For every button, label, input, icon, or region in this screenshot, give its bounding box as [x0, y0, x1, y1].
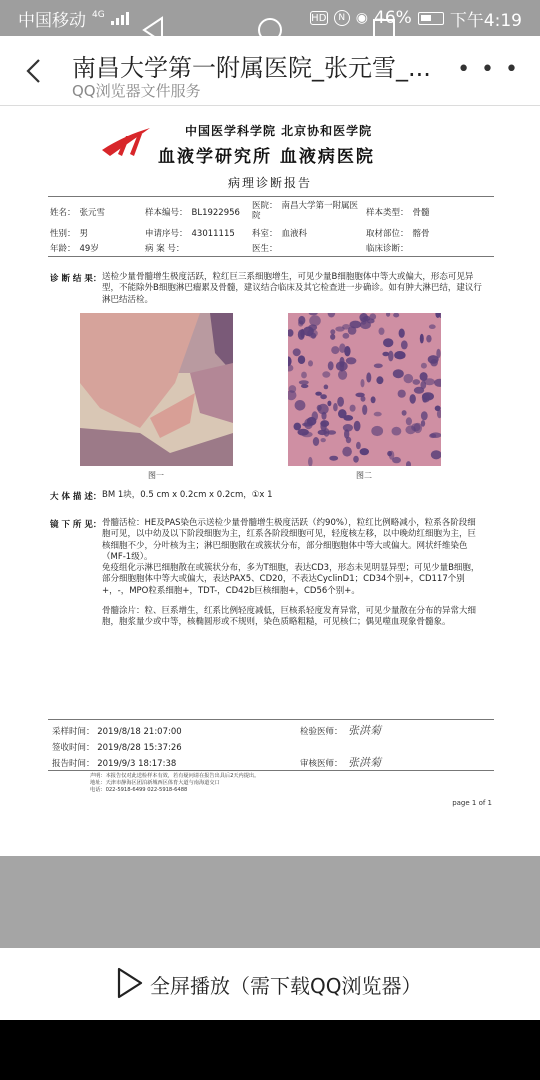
age-field: 年龄： 49岁 — [50, 244, 99, 254]
examiner-label: 检验医师： — [300, 727, 343, 737]
collect-time: 采样时间： 2019/8/18 21:07:00 — [52, 727, 182, 737]
pathology-image-2 — [288, 313, 441, 466]
battery-percent: 46% — [374, 8, 412, 28]
clinical-field: 临床诊断： — [366, 244, 409, 254]
carrier-label: 中国移动 — [18, 10, 86, 31]
gross-label: 大 体 描 述： — [50, 492, 102, 502]
more-options-icon[interactable]: • • • — [457, 57, 520, 82]
eye-icon: ◉ — [355, 10, 369, 26]
sample-field: 样本编号： BL1922956 — [145, 208, 240, 218]
examiner-signature: 张洪菊 — [348, 724, 381, 737]
network-type: 4G — [92, 9, 105, 20]
microscopic-label: 镜 下 所 见： — [50, 520, 102, 530]
sample-type-field: 样本类型： 骨髓 — [366, 208, 430, 218]
diagnosis-label: 诊 断 结 果： — [50, 274, 102, 284]
report-time: 报告时间： 2019/9/3 18:17:38 — [52, 759, 177, 769]
reviewer-label: 审核医师： — [300, 759, 343, 769]
disclaimer-line-2: 地址：天津市静海区团泊新城西区体育大道与南海道交口 — [90, 780, 220, 786]
case-field: 病 案 号： — [145, 244, 185, 254]
site-field: 取材部位： 髂骨 — [366, 229, 430, 239]
request-field: 申请序号： 43011115 — [145, 229, 235, 239]
doctor-field: 医生： — [252, 244, 278, 254]
institution-line-2: 血液学研究所 血液病医院 — [158, 147, 375, 167]
divider — [48, 256, 494, 257]
page-number: page 1 of 1 — [452, 799, 492, 807]
system-nav-bar — [0, 1020, 540, 1080]
sex-field: 性别： 男 — [50, 229, 89, 239]
disclaimer-line-3: 电话：022-5918-6499 022-5918-6488 — [90, 787, 188, 793]
figure-1-caption: 图一 — [148, 471, 164, 480]
nav-back-icon[interactable] — [136, 12, 172, 48]
battery-icon — [418, 12, 444, 25]
name-field: 姓名： 张元雪 — [50, 208, 106, 218]
page-title: 南昌大学第一附属医院_张元雪_... — [72, 54, 431, 82]
divider — [48, 196, 494, 197]
microscopic-text-2: 免疫组化示淋巴细胞散在或簇状分布，多为T细胞，表达CD3，形态未见明显异型；可见少量B细胞，部分细胞胞体中等大或偏大，表达PAX5、CD20，不表达CyclinD1；CD34个别+，CD117个别+，-，MPO粒系细胞+，TDT-，CD42b巨核细胞+，CD56个别+。 — [102, 563, 480, 596]
microscopic-text-3: 骨髓涂片：粒、巨系增生，红系比例轻度减低，巨核系轻度发育异常，可见少量散在分布的异常大细胞，胞浆量少或中等，核椭圆形或不规则，染色质略粗糙，可见核仁；偶见噬血现象骨髓象。 — [102, 606, 477, 628]
page-subtitle: QQ浏览器文件服务 — [72, 82, 201, 100]
hospital-field: 医院： 南昌大学第一附属医院 — [252, 201, 359, 221]
institution-line-1: 中国医学科学院 北京协和医学院 — [185, 124, 373, 138]
microscopic-text-1: 骨髓活检：HE及PAS染色示送检少量骨髓增生极度活跃（约90%），粒红比例略减小，粒系各阶段细胞可见，以中幼及以下阶段细胞为主，红系各阶段细胞可见，轻度核左移，以中晚幼红细胞为主，巨核细胞不少，分叶核为主；淋巴细胞散在或簇状分布，部分细胞胞体中等大或偏大。网状纤维染色（MF-1级）。 — [102, 518, 477, 563]
clock: 下午4:19 — [449, 10, 522, 31]
signal-icon — [111, 11, 129, 25]
pathology-image-1 — [80, 313, 233, 466]
nfc-icon: N — [334, 10, 350, 26]
hospital-logo — [100, 124, 152, 160]
play-icon[interactable] — [116, 967, 144, 999]
divider — [48, 719, 494, 720]
back-arrow-icon[interactable] — [22, 58, 48, 84]
figure-2-caption: 图二 — [356, 471, 372, 480]
reviewer-signature: 张洪菊 — [348, 756, 381, 769]
nav-home-icon[interactable] — [252, 12, 288, 48]
receive-time: 签收时间： 2019/8/28 15:37:26 — [52, 743, 182, 753]
fullscreen-play-button[interactable]: 全屏播放（需下载QQ浏览器） — [150, 974, 422, 998]
dept-field: 科室： 血液科 — [252, 229, 308, 239]
nav-recents-icon[interactable] — [366, 12, 402, 48]
hd-icon: HD — [311, 12, 327, 24]
divider — [48, 770, 494, 771]
disclaimer-line-1: 声明：本报告仅对此送检样本有效，若有疑问请在报告出具后2天内提出。 — [90, 773, 260, 779]
report-title: 病理诊断报告 — [227, 176, 312, 190]
diagnosis-text: 送检少量骨髓增生极度活跃，粒红巨三系细胞增生，可见少量B细胞胞体中等大或偏大，形态可见异型，不能除外B细胞淋巴瘤累及骨髓，建议结合临床及其它检查进一步确诊。如有肿大淋巴结，建议行淋巴结活检。 — [102, 272, 482, 305]
gross-text: BM 1块，0.5 cm x 0.2cm x 0.2cm，①x 1 — [102, 490, 273, 500]
